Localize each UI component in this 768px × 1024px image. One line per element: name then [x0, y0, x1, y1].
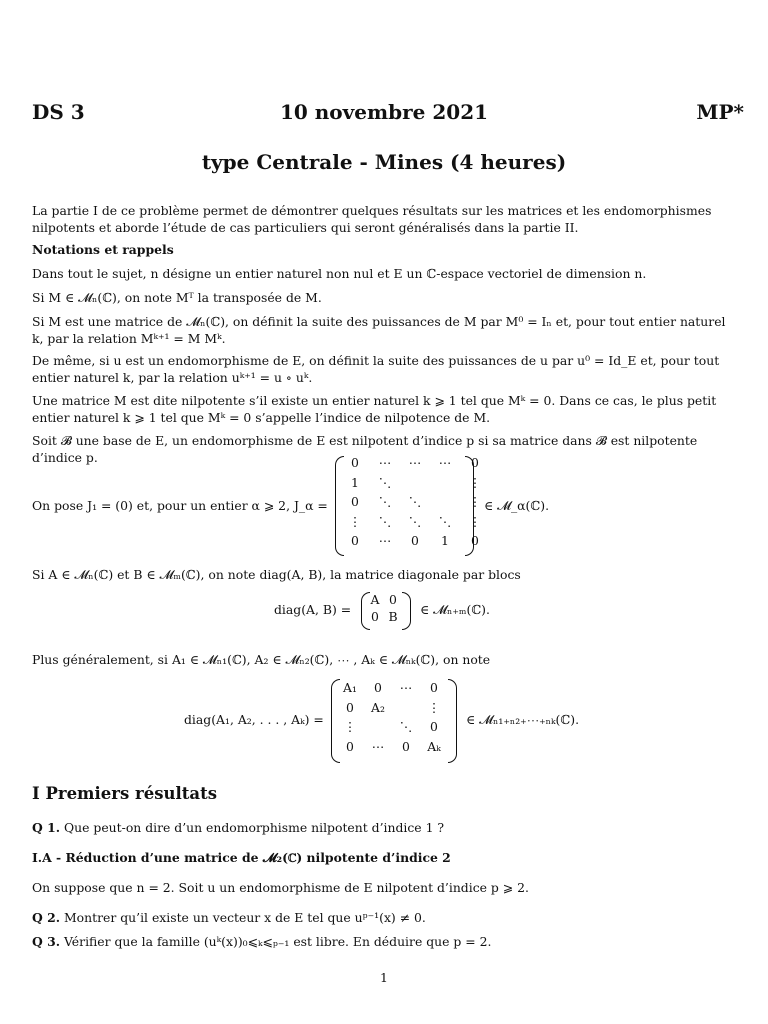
- notations-heading: Notations et rappels: [32, 242, 174, 257]
- k-matrix-cell: 0: [346, 738, 354, 754]
- paragraph-4: De même, si u est un endomorphisme de E, on définit la suite des puissances de u par u⁰ = Id_E et, pour tout entier naturel k, par la relation uᵏ⁺¹ = u ∘ uᵏ.: [32, 353, 720, 385]
- k-matrix-cell: 0: [346, 699, 354, 715]
- j-matrix-cell: ⋮: [348, 513, 362, 529]
- k-matrix-cell: ⋮: [427, 699, 441, 715]
- diag-ab-right-paren: [402, 592, 411, 630]
- header-right: MP*: [696, 100, 744, 124]
- paragraph-5: Une matrice M est dite nilpotente s’il existe un entier naturel k ⩾ 1 tel que Mᵏ = 0. Dans ce cas, le plus petit entier naturel k ⩾ 1 tel que Mᵏ = 0 s’appelle l’indice de nilpotence de M.: [32, 393, 717, 425]
- paragraph-1: Dans tout le sujet, n désigne un entier naturel non nul et E un ℂ-espace vectoriel de dimension n.: [32, 266, 647, 281]
- k-matrix-cell: 0: [430, 680, 438, 695]
- header-date: 10 novembre 2021: [279, 100, 489, 124]
- header-left: DS 3: [32, 100, 85, 124]
- k-matrix-cell: A₁: [343, 680, 357, 695]
- j-matrix-cell: ⋯: [438, 455, 452, 470]
- k-matrix-cell: ⋯: [371, 738, 385, 754]
- k-matrix-cell: ⋯: [399, 680, 413, 695]
- ab-matrix-cell: B: [388, 609, 398, 624]
- diag-ab-right: ∈ 𝓜ₙ₊ₘ(ℂ).: [420, 602, 490, 617]
- j-matrix-cell: ⋯: [378, 533, 392, 548]
- q1-label: Q 1.: [32, 820, 61, 835]
- j-matrix-cell: ⋯: [378, 455, 392, 470]
- question-1: [32, 819, 740, 836]
- j-matrix-left: On pose J₁ = (0) et, pour un entier α ⩾ 2, J_α =: [32, 498, 328, 513]
- paragraph-6: Soit 𝓑 une base de E, un endomorphisme de E est nilpotent d’indice p si sa matrice dans 𝓑 est nilpotente d’indice p.: [32, 433, 698, 465]
- subsection-title: I.A - Réduction d’une matrice de 𝓜₂(ℂ) nilpotente d’indice 2: [32, 850, 451, 865]
- j-matrix-cell: ⋱: [438, 513, 452, 529]
- q3-text: Vérifier que la famille (uᵏ(x))₀⩽ₖ⩽ₚ₋₁ est libre. En déduire que p = 2.: [64, 934, 492, 949]
- j-matrix-cell: 1: [441, 533, 449, 548]
- j-matrix-cell: 0: [351, 455, 359, 470]
- k-matrix-cell: ⋮: [343, 719, 357, 734]
- q2-text: Montrer qu’il existe un vecteur x de E tel que uᵖ⁻¹(x) ≠ 0.: [64, 910, 426, 925]
- j-matrix-right: ∈ 𝓜_α(ℂ).: [484, 498, 550, 513]
- page-title: type Centrale - Mines (4 heures): [201, 150, 567, 174]
- ab-matrix-cell: 0: [371, 609, 379, 624]
- ab-matrix-cell: A: [370, 592, 380, 607]
- j-matrix-cell: 0: [351, 494, 359, 509]
- paragraph-2: Si M ∈ 𝓜ₙ(ℂ), on note Mᵀ la transposée de M.: [32, 290, 322, 305]
- j-matrix-cell: ⋱: [378, 474, 392, 490]
- q3-label: Q 3.: [32, 934, 61, 949]
- j-matrix-cell: ⋮: [468, 474, 482, 490]
- j-matrix-cell: ⋱: [378, 494, 392, 509]
- j-matrix-cell: ⋯: [408, 455, 422, 470]
- j-matrix-cell: 0: [411, 533, 419, 548]
- question-3: [32, 933, 740, 950]
- intro-paragraph: La partie I de ce problème permet de démontrer quelques résultats sur les matrices et les endomorphismes nilpotents et aborde l’étude de cas particuliers qui seront généralisés dans la partie II.: [32, 203, 712, 235]
- q2-label: Q 2.: [32, 910, 61, 925]
- j-matrix-cell: ⋱: [408, 513, 422, 529]
- page-number: 1: [380, 970, 388, 985]
- section-title: I Premiers résultats: [32, 784, 217, 803]
- question-2: [32, 909, 740, 926]
- k-matrix-cell: ⋱: [399, 719, 413, 734]
- diag-k-right-paren: [448, 679, 457, 763]
- k-matrix-cell: 0: [402, 738, 410, 754]
- k-matrix-cell: A₂: [371, 699, 385, 715]
- j-matrix-cell: 0: [471, 455, 479, 470]
- j-matrix-cell: ⋱: [408, 494, 422, 509]
- diag-k-right: ∈ 𝓜ₙ₁₊ₙ₂₊⋯₊ₙₖ(ℂ).: [466, 712, 580, 727]
- k-matrix-cell: 0: [374, 680, 382, 695]
- q1-text: Que peut-on dire d’un endomorphisme nilpotent d’indice 1 ?: [64, 820, 445, 835]
- paragraph-3: Si M est une matrice de 𝓜ₙ(ℂ), on définit la suite des puissances de M par M⁰ = Iₙ et, pour tout entier naturel k, par la relation Mᵏ⁺¹ = M Mᵏ.: [32, 314, 726, 346]
- paragraph-8: Si A ∈ 𝓜ₙ(ℂ) et B ∈ 𝓜ₘ(ℂ), on note diag(A, B), la matrice diagonale par blocs: [32, 567, 521, 582]
- j-matrix-cell: ⋮: [468, 513, 482, 529]
- j-matrix-cell: ⋱: [378, 513, 392, 529]
- j-matrix-cell: 0: [351, 533, 359, 548]
- j-matrix-cell: 0: [471, 533, 479, 548]
- diag-ab-left: diag(A, B) =: [274, 602, 352, 617]
- ab-matrix-cell: 0: [389, 592, 397, 607]
- paragraph-10: On suppose que n = 2. Soit u un endomorphisme de E nilpotent d’indice p ⩾ 2.: [32, 880, 529, 895]
- k-matrix-cell: Aₖ: [427, 738, 441, 754]
- paragraph-9: Plus généralement, si A₁ ∈ 𝓜ₙ₁(ℂ), A₂ ∈ 𝓜ₙ₂(ℂ), ⋯ , Aₖ ∈ 𝓜ₙₖ(ℂ), on note: [32, 652, 491, 667]
- j-matrix-cell: ⋮: [468, 494, 482, 509]
- j-matrix-cell: 1: [351, 474, 359, 490]
- k-matrix-cell: 0: [430, 719, 438, 734]
- diag-k-left: diag(A₁, A₂, . . . , Aₖ) =: [184, 712, 324, 727]
